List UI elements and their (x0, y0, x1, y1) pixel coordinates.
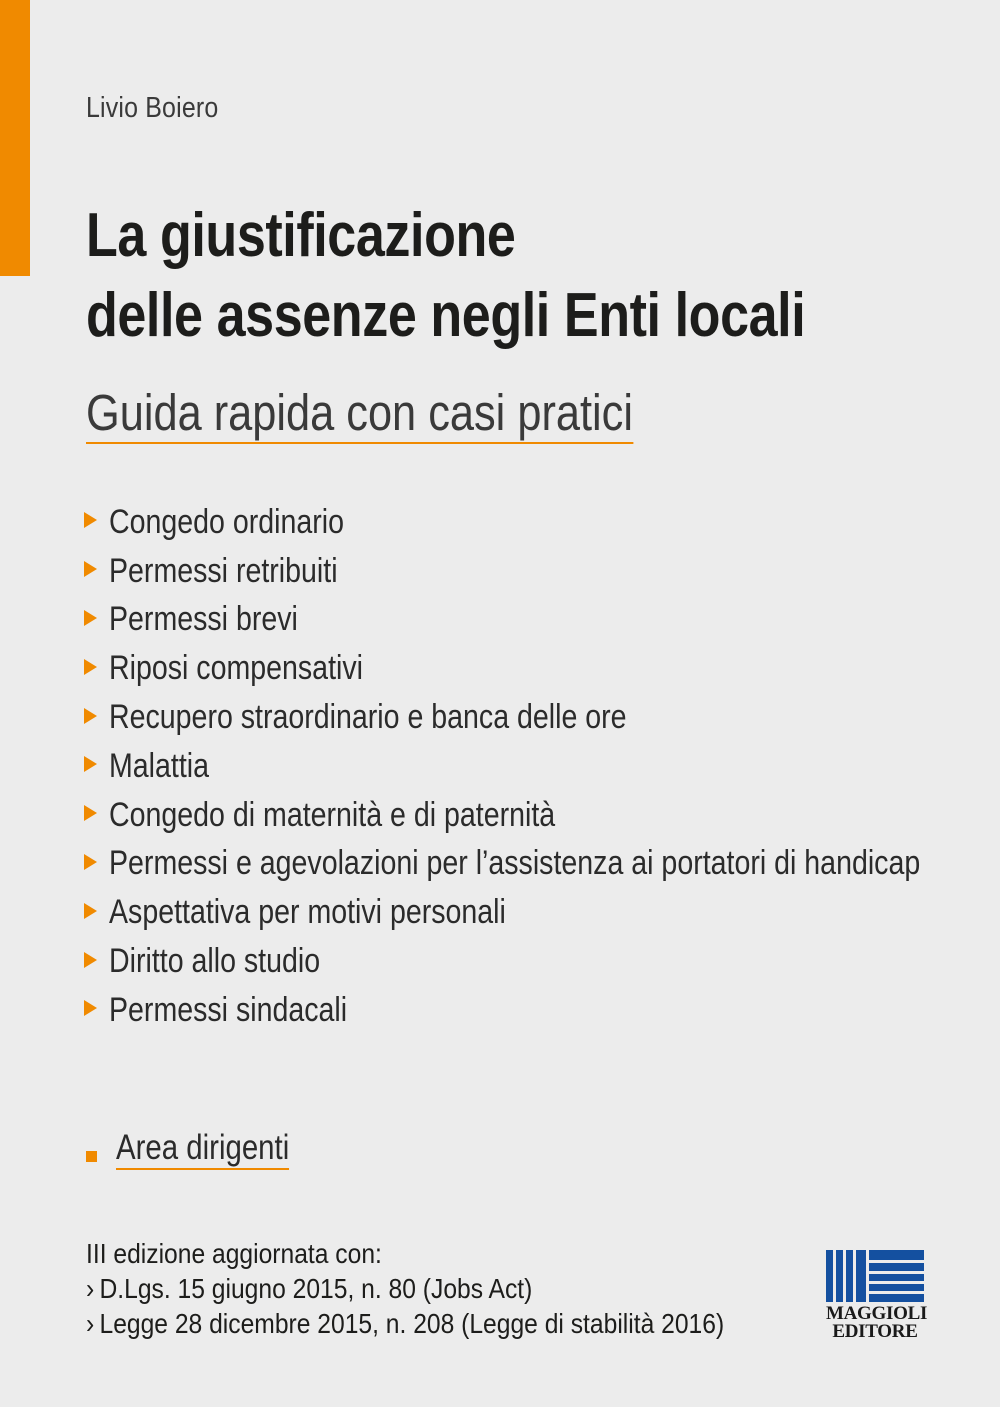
topic-label: Aspettativa per motivi personali (109, 893, 506, 932)
topic-label: Permessi brevi (109, 600, 298, 639)
triangle-bullet-icon (84, 903, 97, 919)
edition-item-text: Legge 28 dicembre 2015, n. 208 (Legge di stabilità 2016) (99, 1308, 725, 1339)
book-subtitle: Guida rapida con casi pratici (86, 384, 633, 444)
topic-label: Permessi sindacali (109, 990, 348, 1029)
list-item (84, 937, 1000, 986)
publisher-name (826, 1303, 928, 1342)
topic-label: Permessi e agevolazioni per l’assistenza ai portatori di handicap (109, 844, 921, 883)
title-line-2: delle assenze negli Enti locali (86, 281, 806, 350)
book-title (86, 196, 805, 356)
orange-accent-bar (0, 0, 30, 276)
edition-item (86, 1271, 724, 1306)
triangle-bullet-icon (84, 1000, 97, 1016)
list-item (84, 547, 1000, 596)
list-item (84, 888, 1000, 937)
title-line-1: La giustificazione (86, 201, 516, 270)
triangle-bullet-icon (84, 512, 97, 528)
triangle-bullet-icon (84, 805, 97, 821)
publisher-logo-icon (826, 1250, 924, 1302)
topic-label: Diritto allo studio (109, 942, 321, 981)
triangle-bullet-icon (84, 610, 97, 626)
topic-label: Riposi compensativi (109, 649, 363, 688)
triangle-bullet-icon (84, 854, 97, 870)
triangle-bullet-icon (84, 659, 97, 675)
triangle-bullet-icon (84, 952, 97, 968)
topic-label: Recupero straordinario e banca delle ore (109, 698, 627, 737)
list-item (84, 742, 1000, 791)
list-item (84, 644, 1000, 693)
topic-label: Permessi retribuiti (109, 551, 338, 590)
topic-label: Congedo di maternità e di paternità (109, 795, 556, 834)
triangle-bullet-icon (84, 561, 97, 577)
list-item (84, 498, 1000, 547)
edition-heading: III edizione aggiornata con: (86, 1238, 382, 1269)
list-item (84, 986, 1000, 1035)
chevron-right-icon: › (86, 1308, 95, 1339)
edition-item (86, 1306, 724, 1341)
list-item (84, 596, 1000, 645)
edition-note (86, 1236, 724, 1341)
publisher-name-line-2: EDITORE (832, 1321, 918, 1342)
topic-list (84, 498, 1000, 1035)
publisher-logo (826, 1250, 928, 1342)
list-item (84, 693, 1000, 742)
list-item (84, 791, 1000, 840)
triangle-bullet-icon (84, 756, 97, 772)
area-label-block (86, 1128, 322, 1170)
topic-label: Malattia (109, 746, 210, 785)
square-bullet-icon (86, 1151, 97, 1162)
edition-item-text: D.Lgs. 15 giugno 2015, n. 80 (Jobs Act) (99, 1273, 533, 1304)
list-item (84, 840, 1000, 889)
subtitle-block (86, 384, 633, 444)
area-label: Area dirigenti (116, 1128, 289, 1170)
author-name: Livio Boiero (86, 92, 219, 124)
publisher-name-line-1: MAGGIOLI (826, 1303, 928, 1324)
triangle-bullet-icon (84, 708, 97, 724)
topic-label: Congedo ordinario (109, 502, 345, 541)
chevron-right-icon: › (86, 1273, 95, 1304)
